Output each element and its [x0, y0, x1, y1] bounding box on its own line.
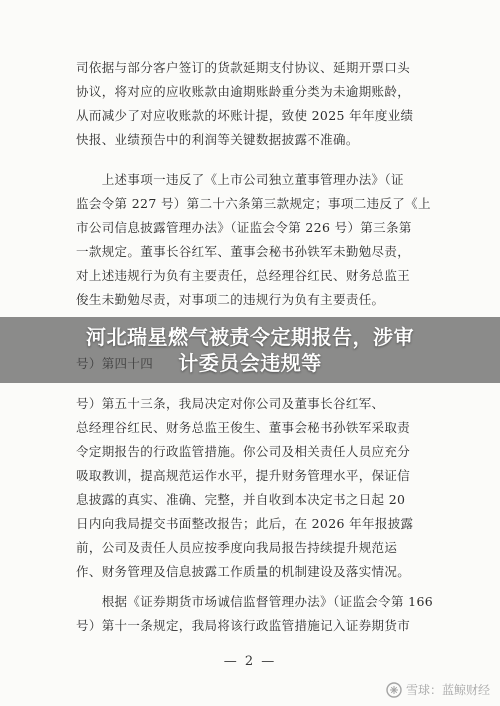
document-line: 根据《证券期货市场诚信监督管理办法》（证监会令第 166	[76, 594, 434, 609]
document-line: 快报、业绩预告中的利润等关键数据披露不准确。	[76, 132, 359, 147]
document-line: 对上述违规行为负有主要责任，总经理谷红民、财务总监王	[76, 268, 411, 283]
headline-overlay	[0, 317, 500, 383]
document-line: 总经理谷红民、财务总监王俊生、董事会秘书孙铁军采取责	[76, 420, 411, 435]
snowball-icon	[386, 682, 402, 698]
headline-line: 河北瑞星燃气被责令定期报告，涉审	[86, 325, 414, 349]
document-line: 从而减少了对应收账款的坏账计提，致使 2025 年年度业绩	[76, 108, 414, 123]
document-line: 上述事项一违反了《上市公司独立董事管理办法》（证	[76, 172, 404, 187]
document-line: 前，公司及责任人员应按季度向我局报告持续提升规范运	[76, 540, 398, 555]
document-line: 司依据与部分客户签订的货款延期支付协议、延期开票口头	[76, 60, 411, 75]
document-line: 号）第五十三条，我局决定对你公司及董事长谷红军、	[76, 396, 385, 411]
watermark	[386, 681, 490, 698]
document-line: 号）第十一条规定，我局将该行政监管措施记入证券期货市	[76, 618, 411, 633]
page-number: — 2 —	[223, 654, 277, 669]
document-line: 吸取教训，提高规范运作水平，提升财务管理水平，保证信	[76, 468, 411, 483]
headline-line: 计委员会违规等	[178, 351, 322, 375]
document-line: 监会令第 227 号）第二十六条第三款规定；事项二违反了《上	[76, 196, 431, 211]
document-line: 俊生未勤勉尽责，对事项二的违规行为负有主要责任。	[76, 292, 385, 307]
document-line: 协议，将对应的应收账款由逾期账龄重分类为未逾期账龄，	[76, 84, 411, 99]
document-line: 令定期报告的行政监管措施。你公司及相关责任人员应充分	[76, 444, 411, 459]
document-line: 日内向我局提交书面整改报告；此后，在 2026 年年报披露	[76, 516, 414, 531]
document-line: 一款规定。董事长谷红军、董事会秘书孙铁军未勤勉尽责，	[76, 244, 411, 259]
watermark-text: 雪球：蓝鲸财经	[405, 683, 490, 697]
document-line: 息披露的真实、准确、完整，并自收到本决定书之日起 20	[76, 492, 406, 507]
document-line: 作、财务管理及信息披露工作质量的机制建设及落实情况。	[76, 564, 411, 579]
document-line: 市公司信息披露管理办法》（证监会令第 226 号）第三条第	[76, 220, 412, 235]
